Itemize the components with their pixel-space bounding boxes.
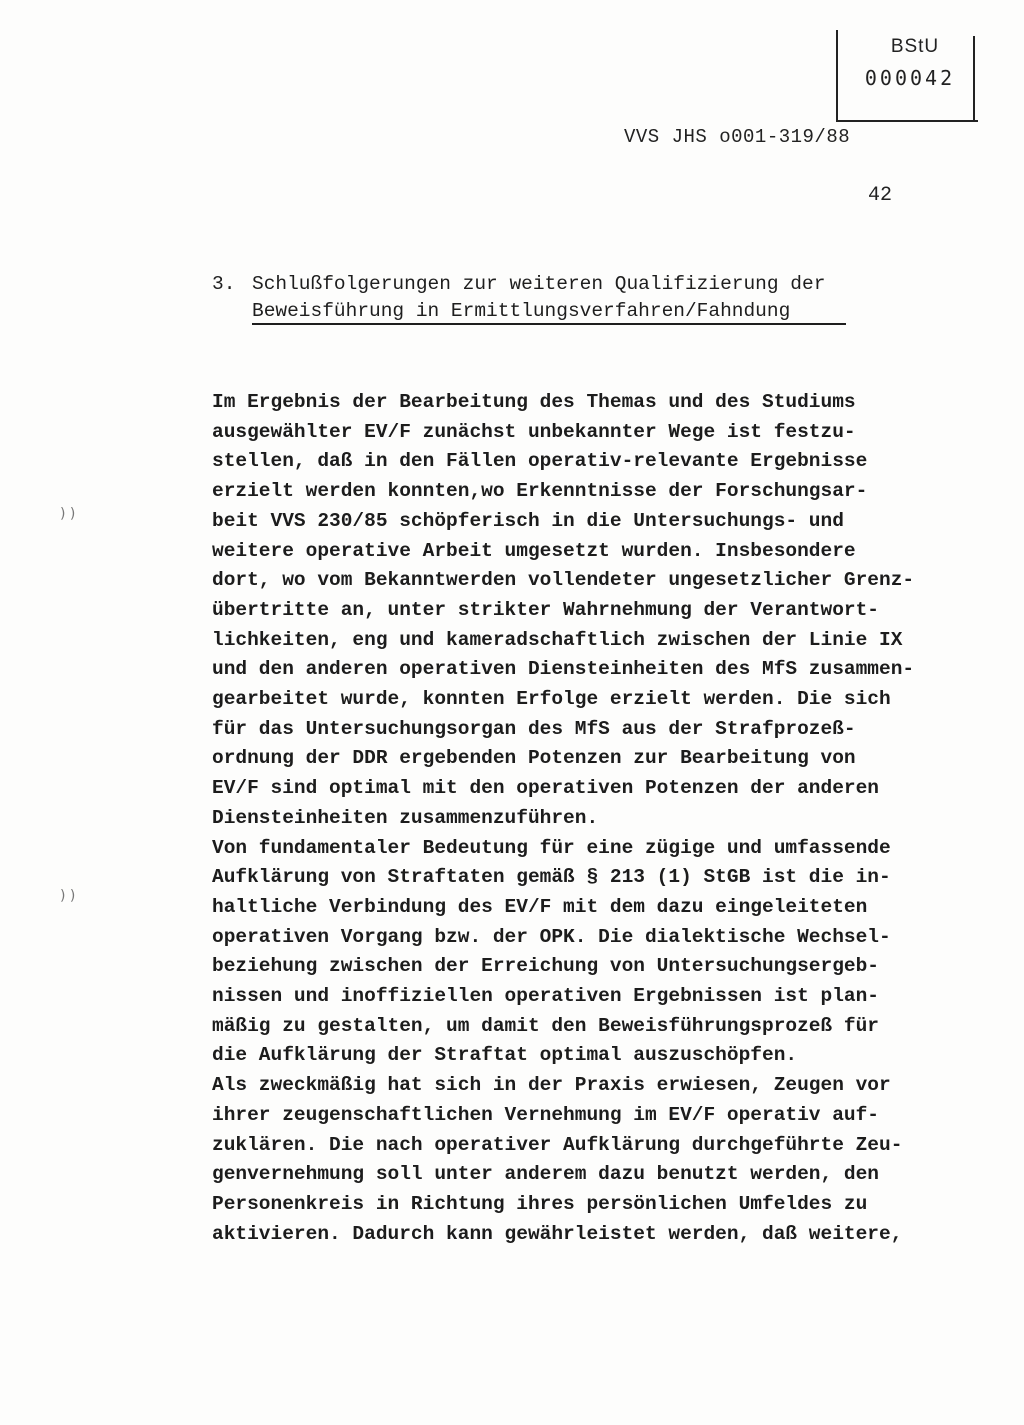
- body-line: beziehung zwischen der Erreichung von Untersuchungsergeb-: [212, 955, 880, 978]
- heading-underline: [252, 323, 846, 325]
- body-line: ihrer zeugenschaftlichen Vernehmung im EV/F operativ auf-: [212, 1103, 880, 1126]
- body-line: dort, wo vom Bekanntwerden vollendeter ungesetzlicher Grenz-: [212, 569, 915, 592]
- body-line: Von fundamentaler Bedeutung für eine zügige und umfassende: [212, 836, 891, 859]
- body-line: die Aufklärung der Straftat optimal auszuschöpfen.: [212, 1044, 798, 1067]
- body-line: Im Ergebnis der Bearbeitung des Themas und des Studiums: [212, 391, 856, 413]
- body-line: stellen, daß in den Fällen operativ-relevante Ergebnisse: [212, 450, 868, 473]
- body-line: genvernehmung soll unter anderem dazu benutzt werden, den: [212, 1163, 880, 1186]
- archive-stamp-number: 000042: [864, 66, 956, 90]
- body-line: beit VVS 230/85 schöpferisch in die Untersuchungs- und: [212, 509, 844, 532]
- body-line: übertritte an, unter strikter Wahrnehmung der Verantwort-: [212, 598, 880, 621]
- body-line: lichkeiten, eng und kameradschaftlich zwischen der Linie IX: [212, 628, 903, 651]
- page-number: 42: [868, 184, 893, 207]
- section-number: 3.: [212, 273, 236, 295]
- margin-mark: ) ): [60, 888, 76, 904]
- section-title-line-2: Beweisführung in Ermittlungsverfahren/Fahndung: [252, 300, 791, 322]
- body-line: operativen Vorgang bzw. der OPK. Die dialektische Wechsel-: [212, 925, 891, 948]
- body-line: und den anderen operativen Diensteinheiten des MfS zusammen-: [212, 658, 915, 681]
- body-line: mäßig zu gestalten, um damit den Beweisführungsprozeß für: [212, 1014, 880, 1037]
- body-line: Diensteinheiten zusammenzuführen.: [212, 806, 599, 829]
- body-text: [212, 388, 942, 1249]
- body-line: gearbeitet wurde, konnten Erfolge erzielt werden. Die sich: [212, 688, 891, 711]
- body-line: nissen und inoffiziellen operativen Ergebnissen ist plan-: [212, 985, 880, 1008]
- body-line: Als zweckmäßig hat sich in der Praxis erwiesen, Zeugen vor: [212, 1074, 891, 1097]
- body-line: für das Untersuchungsorgan des MfS aus der Strafprozeß-: [212, 717, 856, 740]
- body-line: Personenkreis in Richtung ihres persönlichen Umfeldes zu: [212, 1192, 868, 1215]
- margin-mark: ) ): [60, 506, 76, 522]
- archive-stamp-label: BStU: [890, 36, 940, 57]
- body-line: Aufklärung von Straftaten gemäß § 213 (1) StGB ist die in-: [212, 866, 891, 889]
- section-title-line-1: Schlußfolgerungen zur weiteren Qualifizierung der: [252, 273, 826, 295]
- body-line: erzielt werden konnten,wo Erkenntnisse der Forschungsar-: [212, 480, 868, 503]
- body-line: zuklären. Die nach operativer Aufklärung durchgeführte Zeu-: [212, 1133, 903, 1156]
- body-line: weitere operative Arbeit umgesetzt wurden. Insbesondere: [212, 539, 856, 562]
- body-line: aktivieren. Dadurch kann gewährleistet werden, daß weitere,: [212, 1222, 903, 1245]
- body-line: ordnung der DDR ergebenden Potenzen zur Bearbeitung von: [212, 747, 856, 770]
- document-reference: VVS JHS o001-319/88: [624, 126, 851, 148]
- body-line: EV/F sind optimal mit den operativen Potenzen der anderen: [212, 777, 880, 800]
- body-line: haltliche Verbindung des EV/F mit dem dazu eingeleiteten: [212, 895, 868, 918]
- archive-stamp-edge: [973, 36, 975, 120]
- section-heading: [212, 271, 825, 325]
- body-line: ausgewählter EV/F zunächst unbekannter Wege ist festzu-: [212, 420, 856, 443]
